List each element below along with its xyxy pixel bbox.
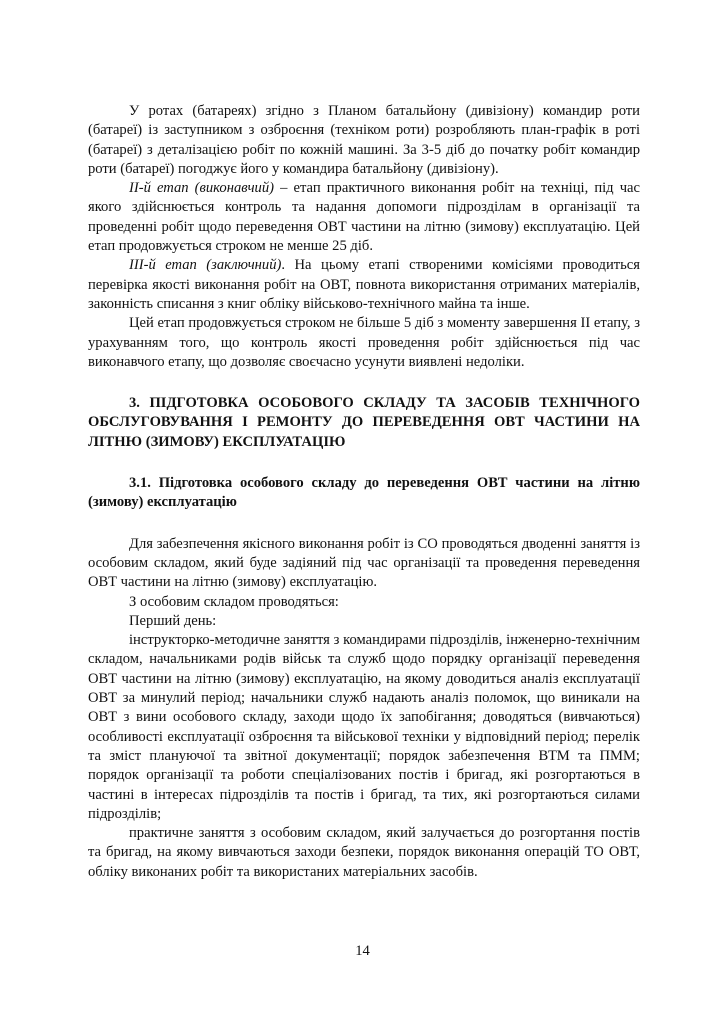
spacer [88,452,640,474]
page-number: 14 [355,943,370,959]
stage-3-text: . На цьому етапі створеними комісіями проводиться перевірка якості виконання робіт на ОВТ, повнота використання отриманих матеріалів, законність списання з книг обліку військово-технічного майна та інше. [88,257,640,312]
paragraph-stage-2 [88,179,640,256]
paragraph-conducted: З особовим складом проводяться: [129,593,339,610]
paragraph-stage-3 [88,256,640,314]
stage-3-label: ІІІ-й етап (заключний) [129,257,282,274]
stage-2-text: – етап практичного виконання робіт на техніці, під час якого здійснюється контроль та надання допомоги підрозділам в організації та проведенні робіт щодо переведення ОВТ частини на літню (зимову) експлуатацію. Цей етап продовжується строком не менше 25 діб. [88,180,641,255]
paragraph-first-day: Перший день: [129,612,217,629]
paragraph-instructor-session: інструкторко-методичне заняття з командирами підрозділів, інженерно-технічним складом, начальниками родів військ та служб щодо порядку організації переведення ОВТ частини на літню (зимову) експлуатацію, на якому доводиться аналіз експлуатації ОВТ за минулий період; начальники служб надають аналіз поломок, що виникали на ОВТ з вини особового складу, заходи щодо їх запобігання; доводяться (вивчаються) особливості експлуатації озброєння та військової техніки у відповідний період; перелік та зміст плануючої та звітної документації; порядок забезпечення ВТМ та ПММ; порядок організації та роботи спеціалізованих постів і бригад, які розгортаються в частині в інтересах підрозділів та постів і бригад, та тих, які розгортаються силами підрозділів; [88,632,640,822]
subsection-heading: 3.1. Підготовка особового складу до переведення ОВТ частини на літню (зимову) експлуатацію [88,475,640,511]
paragraph-stage-3-duration: Цей етап продовжується строком не більше 5 діб з моменту завершення ІІ етапу, з урахуванням того, що контроль якості проведення робіт здійснюється під час виконавчого етапу, що дозволяє своєчасно усунути виявлені недоліки. [88,315,640,370]
paragraph-training: Для забезпечення якісного виконання робіт із СО проводяться дводенні заняття із особовим складом, який буде задіяний під час організації та проведення переведення ОВТ частини на літню (зимову) експлуатацію. [88,535,640,591]
paragraph-practical-session: практичне заняття з особовим складом, який залучається до розгортання постів та бригад, на якому вивчаються заходи безпеки, порядок виконання операцій ТО ОВТ, обліку виконаних робіт та використаних матеріальних засобів. [88,825,640,880]
spacer [88,513,640,535]
spacer [88,372,640,394]
stage-2-label: ІІ-й етап (виконавчий) [129,180,275,197]
page-body [88,102,640,882]
paragraph-company-plan: У ротах (батареях) згідно з Планом батальйону (дивізіону) командир роти (батареї) із заступником з озброєння (техніком роти) розробляють план-графік в роті (батареї) з деталізацією робіт по кожній машині. За 3-5 діб до початку робіт командир роти (батареї) погоджує його у командира батальйону (дивізіону). [88,103,640,177]
section-heading: 3. ПІДГОТОВКА ОСОБОВОГО СКЛАДУ ТА ЗАСОБІВ ТЕХНІЧНОГО ОБСЛУГОВУВАННЯ І РЕМОНТУ ДО ПЕРЕВЕДЕННЯ ОВТ ЧАСТИНИ НА ЛІТНЮ (ЗИМОВУ) ЕКСПЛУАТАЦІЮ [88,395,640,450]
